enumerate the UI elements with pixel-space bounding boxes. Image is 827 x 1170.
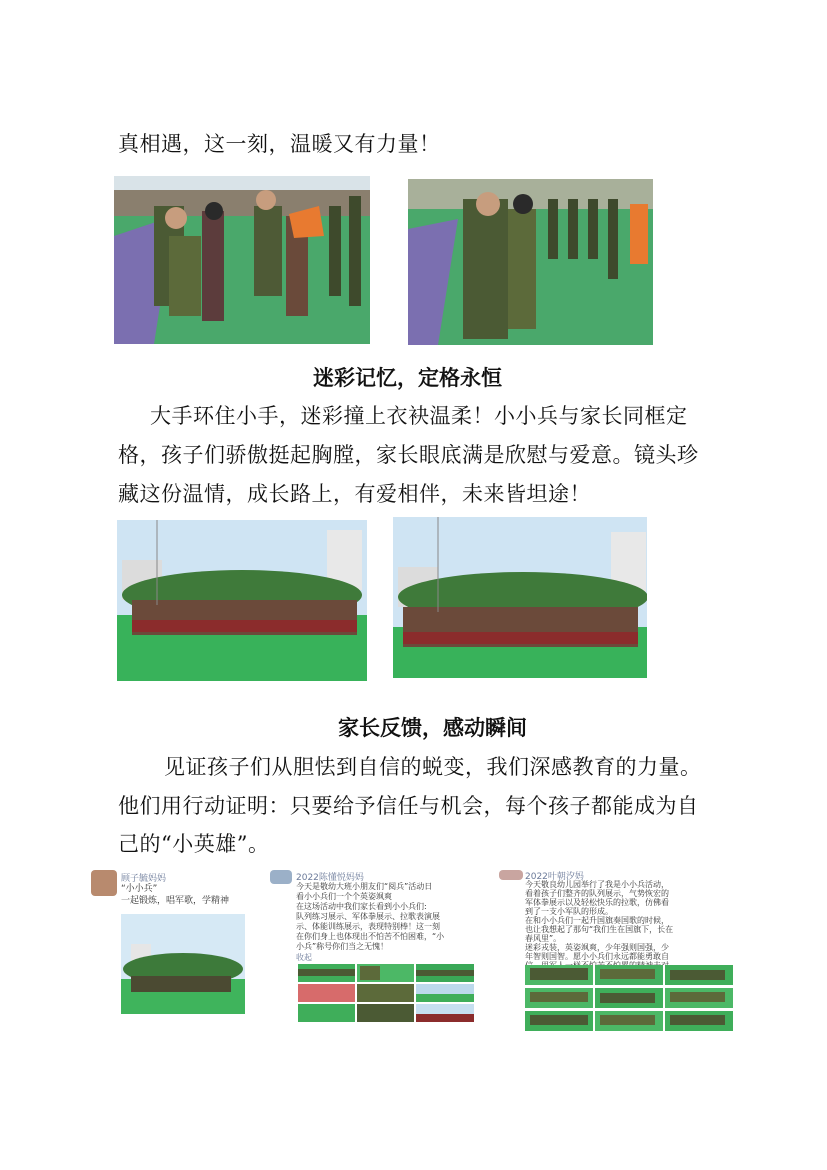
section-heading-camouflage-memory: 迷彩记忆，定格永恒 — [313, 365, 502, 390]
intro-text: 真相遇，这一刻，温暖又有力量！ — [118, 132, 441, 156]
paragraph-line: 己的“小英雄”。 — [118, 832, 270, 856]
feedback-author: 2022叶朝汐妈 — [525, 872, 584, 882]
feedback-text: 军体拳展示以及轻松快乐的拉歌，仿佛看 — [525, 898, 669, 907]
feedback-author: 顾子毓妈妈 — [121, 874, 167, 884]
feedback-photo — [121, 914, 245, 1014]
paragraph-line: 格，孩子们骄傲挺起胸膛，家长眼底满是欣慰与爱意。镜头珍 — [118, 443, 699, 467]
paragraph-line: 见证孩子们从胆怯到自信的蜕变，我们深感教育的力量。 — [164, 755, 702, 779]
avatar — [91, 870, 117, 896]
feedback-text: 在你们身上也体现出不怕苦不怕困难，“小 — [296, 932, 445, 941]
section-heading-parent-feedback: 家长反馈，感动瞬间 — [338, 715, 527, 740]
photo-group-1 — [117, 520, 367, 681]
feedback-text: 在这场活动中我们家长看到小小兵们: — [296, 902, 427, 911]
feedback-card-1 — [87, 868, 259, 1018]
paragraph-line: 他们用行动证明：只要给予信任与机会，每个孩子都能成为自 — [118, 794, 699, 818]
feedback-author: 2022陈懂悦妈妈 — [296, 873, 364, 883]
feedback-text: 也让我想起了那句“我们生在国旗下，长在 — [525, 925, 674, 934]
paragraph-line: 藏这份温情，成长路上，有爱相伴，未来皆坦途！ — [118, 482, 591, 506]
paragraph-line: 大手环住小手，迷彩撞上衣袂温柔！小小兵与家长同框定 — [150, 404, 688, 428]
fold-link[interactable]: 收起 — [296, 953, 312, 962]
feedback-text: 迷彩戎装，英姿飒爽，少年强则国强，少 — [525, 943, 669, 952]
feedback-text: 一起锻炼，唱军歌，学精神 — [121, 896, 230, 906]
feedback-photo-grid — [298, 964, 474, 1022]
feedback-photo-grid — [525, 965, 733, 1031]
feedback-text: 春风里”。 — [525, 934, 562, 943]
feedback-text: 看小小兵们一个个英姿飒爽 — [296, 892, 392, 901]
photo-group-2 — [393, 517, 647, 678]
feedback-text: 在和小小兵们一起升国旗奏国歌的时候， — [525, 916, 669, 925]
feedback-text: 小兵”称号你们当之无愧！ — [296, 942, 389, 951]
photo-badge-ceremony-2 — [408, 179, 653, 345]
feedback-card-3 — [497, 868, 742, 1033]
feedback-text: 今天是敬幼大班小朋友们“阅兵”活动日 — [296, 882, 433, 891]
photo-badge-ceremony-1 — [114, 176, 370, 344]
feedback-text: 看着孩子们整齐的队列展示，气势恢宏的 — [525, 889, 669, 898]
avatar — [270, 870, 292, 884]
feedback-text: 到了一支小军队的形成。 — [525, 907, 613, 916]
feedback-card-2 — [268, 868, 488, 1023]
feedback-text: 今天敬良幼儿园举行了我是小小兵活动， — [525, 880, 669, 889]
feedback-text: 示、体能训练展示，表现特别棒！这一刻 — [296, 922, 440, 931]
feedback-text: 队列练习展示、军体拳展示、拉歌表演展 — [296, 912, 440, 921]
feedback-text: “小小兵” — [121, 884, 158, 894]
feedback-text: 年智则国智。愿小小兵们永远都能勇敢自 — [525, 952, 669, 961]
avatar — [499, 870, 523, 880]
